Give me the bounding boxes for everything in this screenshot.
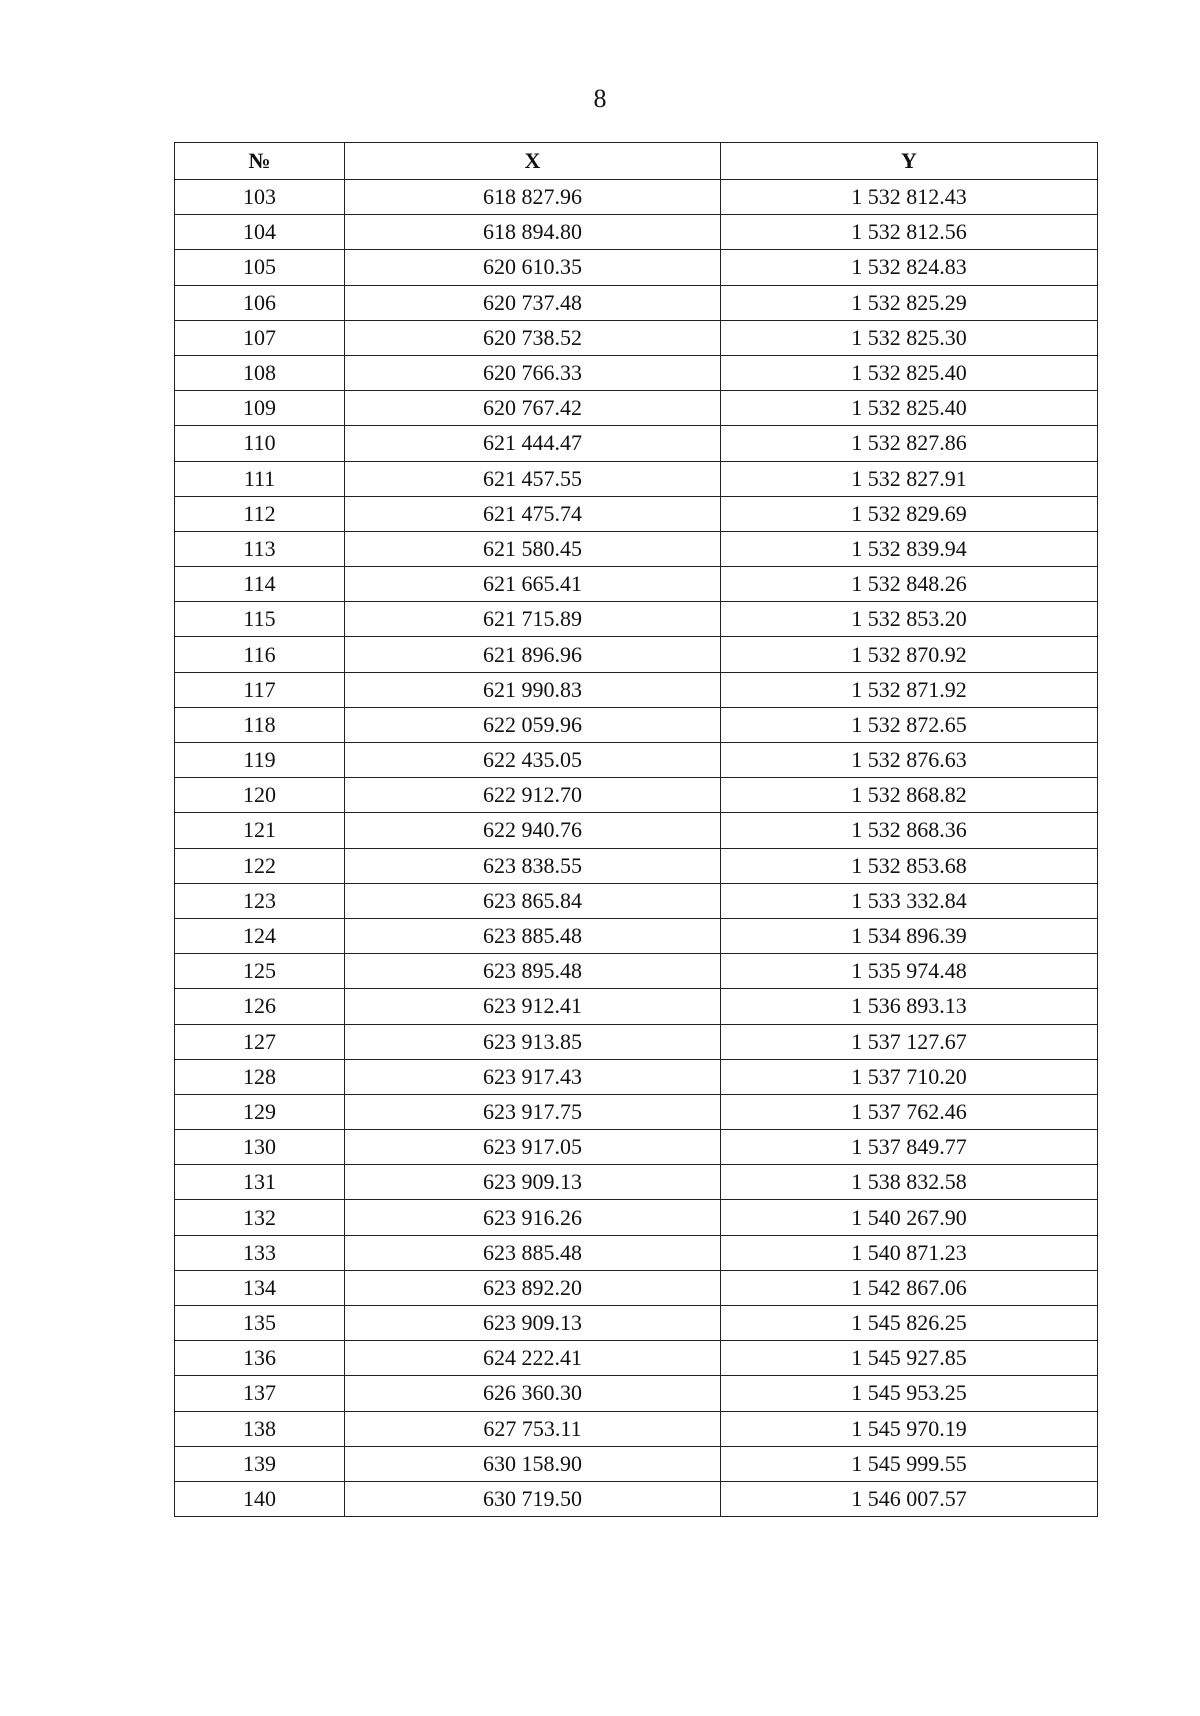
cell-y: 1 545 927.85 bbox=[721, 1341, 1098, 1376]
table-row bbox=[175, 215, 1098, 250]
table-row bbox=[175, 426, 1098, 461]
cell-x: 623 895.48 bbox=[345, 954, 721, 989]
cell-number: 106 bbox=[175, 285, 345, 320]
cell-x: 621 715.89 bbox=[345, 602, 721, 637]
cell-number: 105 bbox=[175, 250, 345, 285]
cell-number: 117 bbox=[175, 672, 345, 707]
table-row bbox=[175, 672, 1098, 707]
cell-y: 1 532 872.65 bbox=[721, 707, 1098, 742]
cell-number: 107 bbox=[175, 320, 345, 355]
table-row bbox=[175, 1059, 1098, 1094]
cell-number: 132 bbox=[175, 1200, 345, 1235]
cell-y: 1 545 999.55 bbox=[721, 1446, 1098, 1481]
cell-number: 135 bbox=[175, 1306, 345, 1341]
cell-number: 118 bbox=[175, 707, 345, 742]
table-row bbox=[175, 567, 1098, 602]
cell-x: 620 767.42 bbox=[345, 391, 721, 426]
table-row bbox=[175, 1446, 1098, 1481]
cell-y: 1 538 832.58 bbox=[721, 1165, 1098, 1200]
page-number: 8 bbox=[593, 84, 607, 113]
table-row bbox=[175, 1130, 1098, 1165]
cell-x: 627 753.11 bbox=[345, 1411, 721, 1446]
table-row bbox=[175, 1165, 1098, 1200]
cell-y: 1 537 127.67 bbox=[721, 1024, 1098, 1059]
cell-y: 1 534 896.39 bbox=[721, 918, 1098, 953]
table-row bbox=[175, 1306, 1098, 1341]
table-row bbox=[175, 1200, 1098, 1235]
cell-x: 622 940.76 bbox=[345, 813, 721, 848]
cell-y: 1 537 762.46 bbox=[721, 1094, 1098, 1129]
cell-y: 1 545 826.25 bbox=[721, 1306, 1098, 1341]
cell-y: 1 537 849.77 bbox=[721, 1130, 1098, 1165]
cell-y: 1 532 812.43 bbox=[721, 180, 1098, 215]
table-row bbox=[175, 1094, 1098, 1129]
table-row bbox=[175, 743, 1098, 778]
cell-number: 123 bbox=[175, 883, 345, 918]
cell-x: 622 059.96 bbox=[345, 707, 721, 742]
table-row bbox=[175, 1024, 1098, 1059]
cell-y: 1 532 868.82 bbox=[721, 778, 1098, 813]
cell-number: 110 bbox=[175, 426, 345, 461]
cell-number: 121 bbox=[175, 813, 345, 848]
table-row bbox=[175, 1481, 1098, 1516]
table-row bbox=[175, 531, 1098, 566]
cell-number: 136 bbox=[175, 1341, 345, 1376]
cell-x: 621 457.55 bbox=[345, 461, 721, 496]
cell-number: 134 bbox=[175, 1270, 345, 1305]
cell-y: 1 545 953.25 bbox=[721, 1376, 1098, 1411]
table-row bbox=[175, 813, 1098, 848]
table-row bbox=[175, 778, 1098, 813]
cell-y: 1 532 825.29 bbox=[721, 285, 1098, 320]
table-row bbox=[175, 954, 1098, 989]
cell-y: 1 546 007.57 bbox=[721, 1481, 1098, 1516]
cell-y: 1 533 332.84 bbox=[721, 883, 1098, 918]
cell-x: 623 885.48 bbox=[345, 1235, 721, 1270]
cell-x: 620 738.52 bbox=[345, 320, 721, 355]
table-row bbox=[175, 1341, 1098, 1376]
table-row bbox=[175, 496, 1098, 531]
coordinates-table bbox=[174, 142, 1098, 1517]
cell-number: 139 bbox=[175, 1446, 345, 1481]
table-row bbox=[175, 883, 1098, 918]
cell-x: 623 909.13 bbox=[345, 1165, 721, 1200]
table-row bbox=[175, 250, 1098, 285]
cell-y: 1 532 812.56 bbox=[721, 215, 1098, 250]
cell-y: 1 535 974.48 bbox=[721, 954, 1098, 989]
header-y: Y bbox=[721, 143, 1098, 180]
cell-x: 618 827.96 bbox=[345, 180, 721, 215]
table-row bbox=[175, 320, 1098, 355]
cell-y: 1 532 825.40 bbox=[721, 355, 1098, 390]
cell-number: 114 bbox=[175, 567, 345, 602]
cell-y: 1 532 827.91 bbox=[721, 461, 1098, 496]
cell-x: 626 360.30 bbox=[345, 1376, 721, 1411]
cell-x: 623 912.41 bbox=[345, 989, 721, 1024]
cell-x: 621 475.74 bbox=[345, 496, 721, 531]
cell-number: 133 bbox=[175, 1235, 345, 1270]
cell-x: 623 917.05 bbox=[345, 1130, 721, 1165]
cell-x: 623 892.20 bbox=[345, 1270, 721, 1305]
cell-number: 113 bbox=[175, 531, 345, 566]
cell-x: 621 580.45 bbox=[345, 531, 721, 566]
table-row bbox=[175, 461, 1098, 496]
table-row bbox=[175, 391, 1098, 426]
cell-number: 126 bbox=[175, 989, 345, 1024]
cell-x: 623 916.26 bbox=[345, 1200, 721, 1235]
table-row bbox=[175, 637, 1098, 672]
table-row bbox=[175, 180, 1098, 215]
cell-number: 109 bbox=[175, 391, 345, 426]
cell-y: 1 545 970.19 bbox=[721, 1411, 1098, 1446]
cell-y: 1 532 839.94 bbox=[721, 531, 1098, 566]
cell-x: 623 865.84 bbox=[345, 883, 721, 918]
cell-x: 630 158.90 bbox=[345, 1446, 721, 1481]
cell-number: 130 bbox=[175, 1130, 345, 1165]
cell-number: 128 bbox=[175, 1059, 345, 1094]
cell-number: 131 bbox=[175, 1165, 345, 1200]
cell-x: 622 912.70 bbox=[345, 778, 721, 813]
cell-y: 1 532 824.83 bbox=[721, 250, 1098, 285]
cell-x: 621 896.96 bbox=[345, 637, 721, 672]
table-body bbox=[175, 180, 1098, 1517]
cell-y: 1 536 893.13 bbox=[721, 989, 1098, 1024]
table-header-row bbox=[175, 143, 1098, 180]
cell-x: 623 838.55 bbox=[345, 848, 721, 883]
cell-x: 623 909.13 bbox=[345, 1306, 721, 1341]
table-row bbox=[175, 355, 1098, 390]
cell-y: 1 532 871.92 bbox=[721, 672, 1098, 707]
cell-y: 1 532 876.63 bbox=[721, 743, 1098, 778]
cell-x: 620 737.48 bbox=[345, 285, 721, 320]
cell-number: 124 bbox=[175, 918, 345, 953]
cell-y: 1 532 825.30 bbox=[721, 320, 1098, 355]
cell-y: 1 532 853.68 bbox=[721, 848, 1098, 883]
cell-y: 1 532 827.86 bbox=[721, 426, 1098, 461]
cell-number: 122 bbox=[175, 848, 345, 883]
cell-x: 624 222.41 bbox=[345, 1341, 721, 1376]
cell-y: 1 532 868.36 bbox=[721, 813, 1098, 848]
table-row bbox=[175, 1411, 1098, 1446]
cell-y: 1 537 710.20 bbox=[721, 1059, 1098, 1094]
table-row bbox=[175, 285, 1098, 320]
cell-y: 1 540 871.23 bbox=[721, 1235, 1098, 1270]
cell-number: 115 bbox=[175, 602, 345, 637]
cell-number: 108 bbox=[175, 355, 345, 390]
cell-number: 129 bbox=[175, 1094, 345, 1129]
cell-x: 621 990.83 bbox=[345, 672, 721, 707]
table-row bbox=[175, 1376, 1098, 1411]
cell-number: 104 bbox=[175, 215, 345, 250]
cell-y: 1 540 267.90 bbox=[721, 1200, 1098, 1235]
cell-number: 119 bbox=[175, 743, 345, 778]
table-row bbox=[175, 918, 1098, 953]
table-row bbox=[175, 602, 1098, 637]
cell-y: 1 532 853.20 bbox=[721, 602, 1098, 637]
header-x: X bbox=[345, 143, 721, 180]
cell-x: 623 913.85 bbox=[345, 1024, 721, 1059]
cell-number: 112 bbox=[175, 496, 345, 531]
table-row bbox=[175, 707, 1098, 742]
cell-y: 1 542 867.06 bbox=[721, 1270, 1098, 1305]
cell-y: 1 532 825.40 bbox=[721, 391, 1098, 426]
cell-y: 1 532 848.26 bbox=[721, 567, 1098, 602]
cell-x: 630 719.50 bbox=[345, 1481, 721, 1516]
cell-x: 620 610.35 bbox=[345, 250, 721, 285]
cell-x: 622 435.05 bbox=[345, 743, 721, 778]
cell-number: 140 bbox=[175, 1481, 345, 1516]
cell-y: 1 532 829.69 bbox=[721, 496, 1098, 531]
cell-number: 137 bbox=[175, 1376, 345, 1411]
cell-number: 103 bbox=[175, 180, 345, 215]
table-row bbox=[175, 1270, 1098, 1305]
table-row bbox=[175, 1235, 1098, 1270]
cell-x: 621 444.47 bbox=[345, 426, 721, 461]
cell-number: 127 bbox=[175, 1024, 345, 1059]
cell-y: 1 532 870.92 bbox=[721, 637, 1098, 672]
table-row bbox=[175, 848, 1098, 883]
cell-number: 120 bbox=[175, 778, 345, 813]
header-number: № bbox=[175, 143, 345, 180]
cell-x: 618 894.80 bbox=[345, 215, 721, 250]
cell-number: 125 bbox=[175, 954, 345, 989]
cell-x: 623 917.43 bbox=[345, 1059, 721, 1094]
cell-number: 111 bbox=[175, 461, 345, 496]
cell-x: 623 885.48 bbox=[345, 918, 721, 953]
cell-x: 620 766.33 bbox=[345, 355, 721, 390]
cell-x: 623 917.75 bbox=[345, 1094, 721, 1129]
cell-number: 116 bbox=[175, 637, 345, 672]
cell-number: 138 bbox=[175, 1411, 345, 1446]
cell-x: 621 665.41 bbox=[345, 567, 721, 602]
table-row bbox=[175, 989, 1098, 1024]
